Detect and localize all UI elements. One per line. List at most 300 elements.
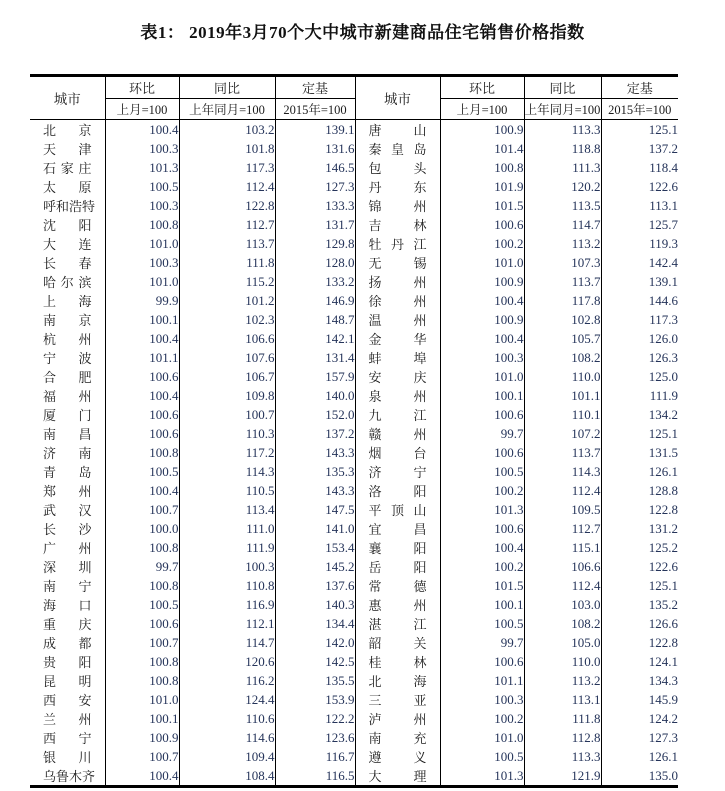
header-yoy-right: 同比	[524, 76, 601, 99]
mom-value-cell: 100.2	[440, 557, 524, 576]
city-cell	[355, 158, 440, 177]
mom-value-cell: 100.6	[105, 405, 179, 424]
subheader-fixed-left: 2015年=100	[275, 99, 355, 120]
fixed-value-cell: 122.2	[275, 709, 355, 728]
city-char: 连	[78, 237, 92, 252]
yoy-value-cell: 113.1	[524, 690, 601, 709]
city-char: 丹	[368, 180, 382, 195]
city-char: 无	[368, 256, 382, 271]
city-char: 华	[413, 332, 427, 347]
city-cell	[30, 367, 105, 386]
city-cell	[355, 614, 440, 633]
fixed-value-cell: 140.0	[275, 386, 355, 405]
yoy-value-cell: 110.8	[179, 576, 275, 595]
city-char: 州	[78, 389, 92, 404]
fixed-value-cell: 127.3	[601, 728, 678, 747]
city-cell	[355, 538, 440, 557]
fixed-value-cell: 135.3	[275, 462, 355, 481]
fixed-value-cell: 147.5	[275, 500, 355, 519]
city-cell	[30, 538, 105, 557]
fixed-value-cell: 137.6	[275, 576, 355, 595]
yoy-value-cell: 110.5	[179, 481, 275, 500]
city-cell	[30, 519, 105, 538]
yoy-value-cell: 108.2	[524, 348, 601, 367]
city-char: 泉	[368, 389, 382, 404]
city-cell	[30, 500, 105, 519]
fixed-value-cell: 116.7	[275, 747, 355, 766]
city-char: 南	[43, 579, 57, 594]
mom-value-cell: 100.3	[105, 196, 179, 215]
city-char: 口	[78, 598, 92, 613]
table-body	[30, 120, 678, 787]
city-char: 宁	[78, 731, 92, 746]
city-char: 南	[43, 427, 57, 442]
mom-value-cell: 100.2	[440, 234, 524, 253]
city-char: 门	[78, 408, 92, 423]
city-cell	[355, 253, 440, 272]
mom-value-cell: 101.9	[440, 177, 524, 196]
mom-value-cell: 100.1	[440, 386, 524, 405]
mom-value-cell: 100.8	[105, 576, 179, 595]
header-fixed-left: 定基	[275, 76, 355, 99]
mom-value-cell: 101.0	[105, 272, 179, 291]
header-mom-right: 环比	[440, 76, 524, 99]
mom-value-cell: 100.5	[105, 462, 179, 481]
fixed-value-cell: 127.3	[275, 177, 355, 196]
city-char: 金	[368, 332, 382, 347]
city-char: 东	[413, 180, 427, 195]
mom-value-cell: 100.8	[440, 158, 524, 177]
city-char: 江	[413, 617, 427, 632]
fixed-value-cell: 137.2	[601, 139, 678, 158]
fixed-value-cell: 118.4	[601, 158, 678, 177]
fixed-value-cell: 119.3	[601, 234, 678, 253]
fixed-value-cell: 124.2	[601, 709, 678, 728]
city-char: 九	[368, 408, 382, 423]
city-char: 林	[413, 218, 427, 233]
city-char: 洛	[368, 484, 382, 499]
fixed-value-cell: 133.3	[275, 196, 355, 215]
yoy-value-cell: 113.4	[179, 500, 275, 519]
fixed-value-cell: 125.1	[601, 120, 678, 140]
header-mom-left: 环比	[105, 76, 179, 99]
fixed-value-cell: 142.5	[275, 652, 355, 671]
city-char: 徐	[368, 294, 382, 309]
fixed-value-cell: 125.1	[601, 576, 678, 595]
yoy-value-cell: 117.2	[179, 443, 275, 462]
city-char: 特	[82, 199, 96, 214]
city-char: 山	[413, 503, 427, 518]
yoy-value-cell: 112.7	[524, 519, 601, 538]
fixed-value-cell: 142.1	[275, 329, 355, 348]
fixed-value-cell: 125.2	[601, 538, 678, 557]
yoy-value-cell: 122.8	[179, 196, 275, 215]
table-row	[30, 310, 678, 329]
yoy-value-cell: 111.0	[179, 519, 275, 538]
city-char: 阳	[413, 541, 427, 556]
mom-value-cell: 100.4	[105, 481, 179, 500]
mom-value-cell: 101.5	[440, 196, 524, 215]
city-cell	[355, 310, 440, 329]
fixed-value-cell: 135.0	[601, 766, 678, 787]
city-char: 浩	[69, 199, 83, 214]
yoy-value-cell: 114.6	[179, 728, 275, 747]
fixed-value-cell: 126.1	[601, 747, 678, 766]
mom-value-cell: 101.0	[440, 367, 524, 386]
mom-value-cell: 100.8	[105, 443, 179, 462]
city-char: 阳	[413, 560, 427, 575]
yoy-value-cell: 113.7	[524, 272, 601, 291]
yoy-value-cell: 110.0	[524, 367, 601, 386]
fixed-value-cell: 146.9	[275, 291, 355, 310]
city-char: 义	[413, 750, 427, 765]
table-row	[30, 443, 678, 462]
city-cell	[355, 481, 440, 500]
city-cell	[355, 196, 440, 215]
city-cell	[355, 424, 440, 443]
yoy-value-cell: 100.7	[179, 405, 275, 424]
city-cell	[30, 272, 105, 291]
mom-value-cell: 100.5	[440, 614, 524, 633]
table-row	[30, 215, 678, 234]
city-cell	[30, 291, 105, 310]
city-char: 平	[368, 503, 382, 518]
yoy-value-cell: 112.7	[179, 215, 275, 234]
city-char: 兰	[43, 712, 57, 727]
city-cell	[355, 652, 440, 671]
header-yoy-left: 同比	[179, 76, 275, 99]
yoy-value-cell: 114.7	[179, 633, 275, 652]
city-cell	[355, 519, 440, 538]
city-char: 安	[78, 693, 92, 708]
yoy-value-cell: 112.4	[524, 481, 601, 500]
city-cell	[355, 766, 440, 787]
table-header	[30, 76, 678, 120]
table-row	[30, 671, 678, 690]
city-cell	[355, 462, 440, 481]
city-char: 津	[78, 142, 92, 157]
city-char: 家	[60, 161, 74, 176]
city-char: 沈	[43, 218, 57, 233]
city-char: 大	[43, 237, 57, 252]
city-cell	[30, 310, 105, 329]
city-char: 明	[78, 674, 92, 689]
mom-value-cell: 100.2	[440, 709, 524, 728]
yoy-value-cell: 117.3	[179, 158, 275, 177]
mom-value-cell: 100.5	[105, 595, 179, 614]
city-char: 沙	[78, 522, 92, 537]
city-char: 泸	[368, 712, 382, 727]
table-row	[30, 652, 678, 671]
city-cell	[30, 386, 105, 405]
fixed-value-cell: 139.1	[275, 120, 355, 140]
yoy-value-cell: 111.8	[524, 709, 601, 728]
yoy-value-cell: 109.8	[179, 386, 275, 405]
mom-value-cell: 100.1	[105, 310, 179, 329]
city-char: 圳	[78, 560, 92, 575]
fixed-value-cell: 116.5	[275, 766, 355, 787]
city-char: 州	[78, 541, 92, 556]
table-row	[30, 766, 678, 787]
fixed-value-cell: 111.9	[601, 386, 678, 405]
header-city-left: 城市	[30, 76, 105, 120]
mom-value-cell: 100.4	[440, 538, 524, 557]
city-char: 春	[78, 256, 92, 271]
city-char: 惠	[368, 598, 382, 613]
yoy-value-cell: 103.2	[179, 120, 275, 140]
fixed-value-cell: 134.3	[601, 671, 678, 690]
fixed-value-cell: 126.0	[601, 329, 678, 348]
mom-value-cell: 100.2	[440, 481, 524, 500]
mom-value-cell: 101.3	[440, 500, 524, 519]
table-row	[30, 709, 678, 728]
mom-value-cell: 100.6	[440, 215, 524, 234]
yoy-value-cell: 116.2	[179, 671, 275, 690]
city-char: 银	[43, 750, 57, 765]
subheader-mom-right: 上月=100	[440, 99, 524, 120]
city-char: 厦	[43, 408, 57, 423]
fixed-value-cell: 133.2	[275, 272, 355, 291]
fixed-value-cell: 135.5	[275, 671, 355, 690]
table-row	[30, 291, 678, 310]
yoy-value-cell: 105.0	[524, 633, 601, 652]
city-char: 木	[69, 769, 83, 784]
yoy-value-cell: 100.3	[179, 557, 275, 576]
mom-value-cell: 100.8	[105, 671, 179, 690]
city-char: 哈	[43, 275, 57, 290]
city-char: 岛	[78, 465, 92, 480]
city-char: 庆	[78, 617, 92, 632]
city-cell	[30, 481, 105, 500]
city-cell	[30, 177, 105, 196]
yoy-value-cell: 114.3	[179, 462, 275, 481]
mom-value-cell: 100.4	[440, 329, 524, 348]
fixed-value-cell: 139.1	[601, 272, 678, 291]
city-cell	[30, 690, 105, 709]
city-char: 岛	[413, 142, 427, 157]
city-cell	[30, 747, 105, 766]
city-cell	[355, 367, 440, 386]
city-char: 赣	[368, 427, 382, 442]
table-row	[30, 424, 678, 443]
mom-value-cell: 101.3	[105, 158, 179, 177]
mom-value-cell: 101.1	[440, 671, 524, 690]
table-row	[30, 177, 678, 196]
city-char: 桂	[368, 655, 382, 670]
city-char: 埠	[413, 351, 427, 366]
mom-value-cell: 100.6	[105, 424, 179, 443]
table-row	[30, 462, 678, 481]
table-row	[30, 595, 678, 614]
table-title: 表1： 2019年3月70个大中城市新建商品住宅销售价格指数	[140, 23, 585, 42]
city-char: 长	[43, 522, 57, 537]
city-cell	[30, 709, 105, 728]
yoy-value-cell: 112.1	[179, 614, 275, 633]
city-char: 理	[413, 769, 427, 784]
city-char: 林	[413, 655, 427, 670]
yoy-value-cell: 110.3	[179, 424, 275, 443]
yoy-value-cell: 124.4	[179, 690, 275, 709]
city-char: 山	[413, 123, 427, 138]
mom-value-cell: 100.6	[440, 519, 524, 538]
table-row	[30, 481, 678, 500]
city-char: 呼	[43, 199, 57, 214]
city-cell	[355, 120, 440, 140]
city-cell	[355, 576, 440, 595]
city-char: 丹	[390, 237, 404, 252]
city-char: 汉	[78, 503, 92, 518]
city-cell	[30, 557, 105, 576]
city-cell	[30, 215, 105, 234]
city-char: 宜	[368, 522, 382, 537]
fixed-value-cell: 141.0	[275, 519, 355, 538]
mom-value-cell: 100.7	[105, 500, 179, 519]
mom-value-cell: 100.9	[440, 310, 524, 329]
city-char: 福	[43, 389, 57, 404]
mom-value-cell: 100.9	[105, 728, 179, 747]
yoy-value-cell: 101.2	[179, 291, 275, 310]
fixed-value-cell: 126.3	[601, 348, 678, 367]
yoy-value-cell: 111.3	[524, 158, 601, 177]
city-cell	[30, 595, 105, 614]
city-char: 州	[413, 294, 427, 309]
fixed-value-cell: 134.2	[601, 405, 678, 424]
fixed-value-cell: 140.3	[275, 595, 355, 614]
city-char: 宁	[78, 579, 92, 594]
mom-value-cell: 101.3	[440, 766, 524, 787]
yoy-value-cell: 113.2	[524, 671, 601, 690]
city-char: 武	[43, 503, 57, 518]
city-char: 深	[43, 560, 57, 575]
city-char: 昆	[43, 674, 57, 689]
city-char: 常	[368, 579, 382, 594]
city-cell	[30, 671, 105, 690]
city-cell	[30, 652, 105, 671]
fixed-value-cell: 131.4	[275, 348, 355, 367]
mom-value-cell: 100.8	[105, 538, 179, 557]
mom-value-cell: 100.4	[105, 766, 179, 787]
city-char: 西	[43, 693, 57, 708]
city-char: 上	[43, 294, 57, 309]
city-cell	[30, 766, 105, 787]
fixed-value-cell: 153.9	[275, 690, 355, 709]
mom-value-cell: 100.8	[105, 652, 179, 671]
yoy-value-cell: 115.1	[524, 538, 601, 557]
mom-value-cell: 100.3	[105, 139, 179, 158]
city-char: 都	[78, 636, 92, 651]
yoy-value-cell: 113.7	[179, 234, 275, 253]
city-char: 肥	[78, 370, 92, 385]
yoy-value-cell: 112.4	[179, 177, 275, 196]
city-cell	[30, 139, 105, 158]
mom-value-cell: 100.7	[105, 633, 179, 652]
mom-value-cell: 101.5	[440, 576, 524, 595]
mom-value-cell: 100.1	[105, 709, 179, 728]
mom-value-cell: 100.5	[440, 747, 524, 766]
yoy-value-cell: 106.6	[179, 329, 275, 348]
table-row	[30, 633, 678, 652]
fixed-value-cell: 145.2	[275, 557, 355, 576]
city-char: 州	[413, 598, 427, 613]
table-row	[30, 253, 678, 272]
city-char: 温	[368, 313, 382, 328]
city-cell	[355, 405, 440, 424]
city-char: 州	[78, 712, 92, 727]
city-cell	[355, 595, 440, 614]
city-char: 济	[368, 465, 382, 480]
table-row	[30, 614, 678, 633]
fixed-value-cell: 125.0	[601, 367, 678, 386]
city-char: 州	[413, 389, 427, 404]
yoy-value-cell: 121.9	[524, 766, 601, 787]
yoy-value-cell: 113.3	[524, 120, 601, 140]
yoy-value-cell: 113.5	[524, 196, 601, 215]
city-char: 原	[78, 180, 92, 195]
fixed-value-cell: 113.1	[601, 196, 678, 215]
yoy-value-cell: 109.5	[524, 500, 601, 519]
city-char: 亚	[413, 693, 427, 708]
fixed-value-cell: 125.7	[601, 215, 678, 234]
table-row	[30, 690, 678, 709]
city-char: 鲁	[56, 769, 70, 784]
table-row	[30, 139, 678, 158]
city-char: 湛	[368, 617, 382, 632]
city-char: 阳	[78, 218, 92, 233]
mom-value-cell: 100.7	[105, 747, 179, 766]
fixed-value-cell: 122.6	[601, 177, 678, 196]
city-char: 充	[413, 731, 427, 746]
fixed-value-cell: 146.5	[275, 158, 355, 177]
mom-value-cell: 101.4	[440, 139, 524, 158]
city-char: 贵	[43, 655, 57, 670]
yoy-value-cell: 114.7	[524, 215, 601, 234]
city-char: 蚌	[368, 351, 382, 366]
mom-value-cell: 100.4	[105, 329, 179, 348]
fixed-value-cell: 129.8	[275, 234, 355, 253]
city-cell	[355, 690, 440, 709]
table-row	[30, 557, 678, 576]
mom-value-cell: 100.6	[440, 652, 524, 671]
fixed-value-cell: 131.6	[275, 139, 355, 158]
city-char: 济	[43, 446, 57, 461]
yoy-value-cell: 106.7	[179, 367, 275, 386]
city-char: 石	[43, 161, 57, 176]
city-char: 合	[43, 370, 57, 385]
fixed-value-cell: 142.0	[275, 633, 355, 652]
yoy-value-cell: 106.6	[524, 557, 601, 576]
city-char: 锡	[413, 256, 427, 271]
mom-value-cell: 100.5	[440, 462, 524, 481]
city-char: 扬	[368, 275, 382, 290]
city-cell	[30, 348, 105, 367]
yoy-value-cell: 103.0	[524, 595, 601, 614]
city-char: 宁	[413, 465, 427, 480]
city-cell	[355, 557, 440, 576]
city-char: 韶	[368, 636, 382, 651]
yoy-value-cell: 120.2	[524, 177, 601, 196]
price-index-table	[30, 74, 678, 788]
city-char: 杭	[43, 332, 57, 347]
fixed-value-cell: 128.8	[601, 481, 678, 500]
city-char: 昌	[413, 522, 427, 537]
city-char: 包	[368, 161, 382, 176]
mom-value-cell: 101.1	[105, 348, 179, 367]
header-fixed-right: 定基	[601, 76, 678, 99]
mom-value-cell: 99.7	[105, 557, 179, 576]
yoy-value-cell: 118.8	[524, 139, 601, 158]
table-row	[30, 272, 678, 291]
city-char: 皇	[390, 142, 404, 157]
